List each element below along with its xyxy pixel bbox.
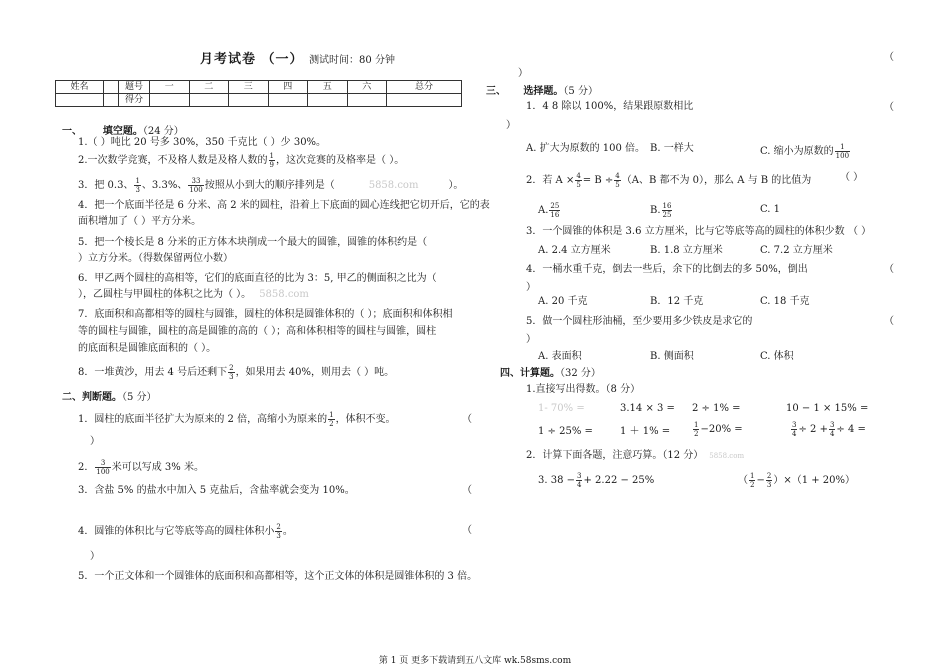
fraction: $\frac{16}{25}$ [662,202,672,219]
section-judge-heading: 二、判断题。（5 分） [62,392,157,403]
fraction: $\frac{1}{9}$ [269,152,275,169]
answer-paren[interactable]: ） [90,551,100,562]
table-cell: 六 [347,81,387,94]
test-time: 测试时间：80 分钟 [309,55,395,66]
watermark: 5858.com [259,289,309,300]
fraction: $\frac{1}{100}$ [835,143,850,160]
question-7-line1: 7．底面积和高都相等的圆柱与圆锥，圆柱的体积是圆锥体积的（ ）；底面积和体积相 [78,309,453,320]
choice-5-option-a[interactable]: A. 表面积 [538,351,582,362]
judge-2: 2． $\frac{3}{100}$ 米可以写成 3% 米。 [78,459,204,476]
table-cell [104,81,119,94]
table-cell[interactable] [104,94,119,107]
table-cell: 姓名 [56,81,104,94]
fraction: $\frac{1}{2}$ [329,411,334,428]
table-cell[interactable] [268,94,308,107]
choice-1-option-b[interactable]: B. 一样大 [650,143,694,154]
table-cell[interactable] [229,94,269,107]
table-cell: 二 [189,81,229,94]
question-6-line1: 6．甲乙两个圆柱的高相等，它们的底面直径的比为 3：5, 甲乙的侧面积之比为（ [78,273,437,284]
fraction: $\frac{1}{2}$ [694,421,699,438]
table-cell[interactable] [56,94,104,107]
question-3: 3．把 0.3、 $\frac{1}{3}$ 、3.3%、 $\frac{33}{100}$ 按照从小到大的顺序排列是（ 5858.com ）。 [78,177,464,194]
choice-4-option-c[interactable]: C. 18 千克 [760,296,810,307]
section-choice-heading: 三、 选择题。（5 分） [486,86,598,97]
judge-3: 3．含盐 5% 的盐水中加入 5 克盐后，含盐率就会变为 10%。 [78,485,355,496]
calc-1-item: 2 ÷ 1% = [692,403,741,414]
question-6-line2: ），乙圆柱与甲圆柱的体积之比为（ ）。 5858.com [78,289,309,300]
section-calc-heading: 四、计算题。（32 分） [500,368,601,379]
fraction: $\frac{3}{100}$ [96,459,110,476]
question-7-line2: 等的圆柱与圆锥，圆柱的高是圆锥的高的（ ）；高和体积相等的圆柱与圆锥，圆柱 [78,326,437,337]
table-cell: 四 [268,81,308,94]
calc-1-item: 1 ÷ 25% = [538,426,593,437]
question-4-line2: 面积增加了（ ）平方分米。 [78,216,202,227]
watermark: 5858.com [368,180,419,191]
table-cell: 得分 [119,94,150,107]
fraction: $\frac{3}{4}$ [577,472,582,489]
calc-1-item: $\frac{1}{2}$ −20% = [694,421,743,438]
choice-4-option-a[interactable]: A. 20 千克 [538,296,588,307]
answer-paren[interactable]: （ [884,52,894,63]
fraction: $\frac{1}{2}$ [750,472,755,489]
answer-paren[interactable]: （ [462,485,472,496]
table-cell: 题号 [119,81,150,94]
calc-2-expr-1: 3. 38 − $\frac{3}{4}$ + 2.22 − 25% [538,472,655,489]
fraction: $\frac{25}{16}$ [550,202,560,219]
table-cell[interactable] [189,94,229,107]
choice-1: 1．4 8 除以 100%，结果跟原数相比 [526,101,694,112]
question-1: 1.（ ）吨比 20 号多 30%，350 千克比（ ）少 30%。 [78,137,327,148]
calc-1-heading: 1.直接写出得数。（8 分） [526,384,641,395]
answer-paren[interactable]: （ ） [840,172,864,183]
score-table-header-row [56,81,462,94]
calc-1-item: 1 ＋ 1% = [620,426,671,437]
choice-3-option-c[interactable]: C. 7.2 立方厘米 [760,245,833,256]
answer-paren[interactable]: ） [506,120,516,131]
table-cell: 三 [229,81,269,94]
question-8: 8．一堆黄沙，用去 4 号后还剩下 $\frac{2}{3}$ ，如果用去 40%，则用去（ ）吨。 [78,364,395,381]
choice-3-option-b[interactable]: B. 1.8 立方厘米 [650,245,723,256]
fraction: $\frac{3}{4}$ [829,421,835,438]
answer-paren[interactable]: （ [884,102,894,113]
calc-2-heading: 2．计算下面各题，注意巧算。（12 分） 5858.com [526,450,745,461]
table-cell[interactable] [387,94,462,107]
choice-5-option-c[interactable]: C. 体积 [760,351,794,362]
choice-5-option-b[interactable]: B. 侧面积 [650,351,694,362]
answer-paren[interactable]: （ [462,525,472,536]
fraction: $\frac{4}{5}$ [615,172,620,189]
answer-paren[interactable]: ） [90,436,100,447]
choice-4-option-b[interactable]: B．12 千克 [650,296,704,307]
answer-paren[interactable]: （ ） [848,226,872,237]
choice-2-option-a[interactable]: A. $\frac{25}{16}$ [538,202,560,219]
fraction: $\frac{3}{4}$ [792,421,797,438]
choice-5: 5．做一个圆柱形油桶，至少要用多少铁皮是求它的 [526,316,753,327]
question-5-line2: ）立方分米。（得数保留两位小数） [78,253,233,264]
choice-4: 4．一桶水重千克，倒去一些后，余下的比倒去的多 50%，倒出 [526,264,808,275]
table-cell[interactable] [150,94,190,107]
table-cell[interactable] [347,94,387,107]
judge-5: 5．一个正文体和一个圆锥体的底面积和高都相等，这个正文体的体积是圆锥体积的 3 倍。 [78,571,478,582]
question-5-line1: 5．把一个棱长是 8 分米的正方体木块削成一个最大的圆锥，圆锥的体积约是（ [78,237,428,248]
fraction: $\frac{33}{100}$ [189,177,203,194]
section-fill-blank-heading: 一、 填空题。（24 分） [62,126,184,137]
question-7-line3: 的底面积是圆锥底面积的（ ）。 [78,343,217,354]
calc-1-item: 3.14 × 3 = [620,403,675,414]
calc-1-item: 10 − 1 × 15% = [786,403,869,414]
answer-paren[interactable]: ） [526,282,536,293]
fraction: $\frac{2}{3}$ [766,472,772,489]
calc-1-item: 1- 70% = [538,403,585,414]
question-4-line1: 4．把一个底面半径是 6 分米、高 2 米的圆柱，沿着上下底面的圆心连线把它切开后，它的表 [78,200,490,211]
answer-paren[interactable]: ） [526,334,536,345]
calc-1-item: $\frac{3}{4}$ ÷ 2 + $\frac{3}{4}$ ÷ 4 = [792,421,866,438]
choice-2: 2．若 A × $\frac{4}{5}$ = B ÷ $\frac{4}{5}$ （A、B 都不为 0），那么 A 与 B 的比值为 [526,172,812,189]
choice-2-option-c[interactable]: C. 1 [760,204,781,215]
choice-2-option-b[interactable]: B. $\frac{16}{25}$ [650,202,672,219]
fraction: $\frac{1}{3}$ [135,177,140,194]
answer-paren[interactable]: （ [884,264,894,275]
watermark: 5858.com [709,452,745,460]
page-footer: 第 1 页 更多下载请到五八文库 wk.58sms.com [378,656,572,666]
judge-4: 4．圆锥的体积比与它等底等高的圆柱体积小 $\frac{2}{3}$ 。 [78,523,293,540]
table-cell[interactable] [308,94,348,107]
table-cell: 一 [150,81,190,94]
table-cell: 五 [308,81,348,94]
choice-3-option-a[interactable]: A. 2.4 立方厘米 [538,245,611,256]
table-cell: 总分 [387,81,462,94]
choice-1-option-c[interactable]: C. 缩小为原数的 $\frac{1}{100}$ [760,143,850,160]
choice-3: 3．一个圆锥的体积是 3.6 立方厘米，比与它等底等高的圆柱的体积少数 [526,226,845,237]
fraction: $\frac{2}{3}$ [276,523,281,540]
answer-paren[interactable]: ） [518,68,528,79]
answer-paren[interactable]: （ [462,414,472,425]
calc-2-expr-2: （ $\frac{1}{2}$ − $\frac{2}{3}$ ）×（1 + 20%） [738,472,856,489]
score-table-score-row [56,94,462,107]
fraction: $\frac{2}{3}$ [229,364,234,381]
judge-1: 1．圆柱的底面半径扩大为原来的 2 倍，高缩小为原来的 $\frac{1}{2}$ ，体积不变。 [78,411,396,428]
score-table [55,80,462,107]
question-2: 2.一次数学竞赛，不及格人数是及格人数的 $\frac{1}{9}$ ，这次竞赛的及格率是（ ）。 [78,152,405,169]
choice-1-option-a[interactable]: A. 扩大为原数的 100 倍。 [526,143,646,154]
exam-title: 月考试卷 （一） 测试时间：80 分钟 [200,52,395,67]
answer-paren[interactable]: （ [884,316,894,327]
fraction: $\frac{4}{5}$ [576,172,581,189]
